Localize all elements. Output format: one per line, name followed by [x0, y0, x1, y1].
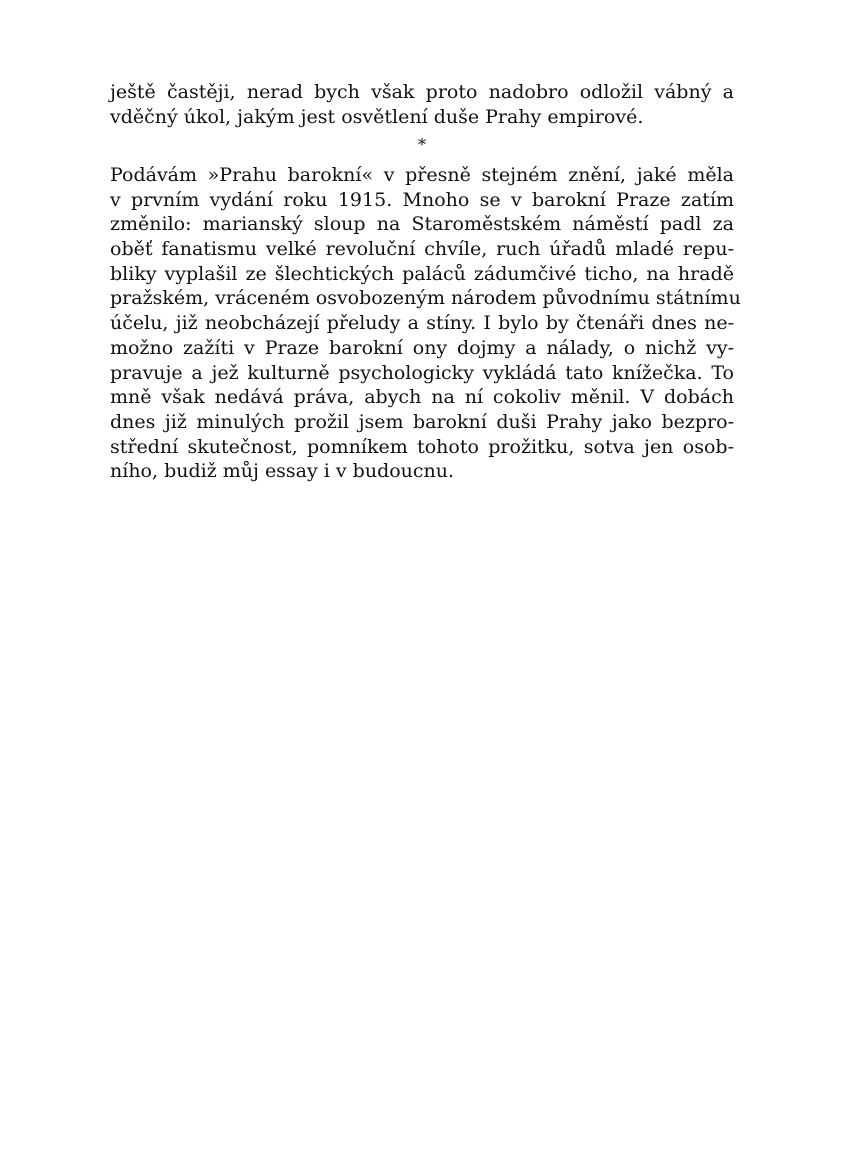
text-line: oběť fanatismu velké revoluční chvíle, ruch úřadů mladé repu- [110, 238, 734, 261]
section-divider-asterisk: * [418, 135, 426, 154]
text-line: změnilo: marianský sloup na Staroměstském náměstí padl za [110, 213, 734, 236]
text-line: možno zažíti v Praze barokní ony dojmy a nálady, o nichž vy- [110, 336, 734, 359]
text-line: dnes již minulých prožil jsem barokní duši Prahy jako bezpro- [110, 410, 734, 433]
main-paragraph [110, 163, 741, 484]
text-line: pražském, vráceném osvobozeným národem původnímu státnímu [110, 287, 741, 310]
text-line: v prvním vydání roku 1915. Mnoho se v barokní Praze zatím [110, 188, 734, 211]
text-line: Podávám »Prahu barokní« v přesně stejném znění, jaké měla [110, 164, 734, 186]
text-line: ního, budiž můj essay i v budoucnu. [110, 460, 455, 483]
text-line: vděčný úkol, jakým jest osvětlení duše Prahy empirové. [110, 105, 644, 128]
text-line: ještě častěji, nerad bych však proto nadobro odložil vábný a [110, 81, 734, 103]
intro-paragraph [110, 80, 734, 129]
text-line: střední skutečnost, pomníkem tohoto prožitku, sotva jen osob- [110, 435, 734, 458]
text-line: bliky vyplašil ze šlechtických paláců zádumčivé ticho, na hradě [110, 262, 734, 285]
text-line: pravuje a jež kulturně psychologicky vykládá tato knížečka. To [110, 361, 734, 384]
text-line: účelu, již neobcházejí přeludy a stíny. I bylo by čtenáři dnes ne- [110, 312, 734, 335]
text-line: mně však nedává práva, abych na ní cokoliv měnil. V dobách [110, 386, 734, 409]
